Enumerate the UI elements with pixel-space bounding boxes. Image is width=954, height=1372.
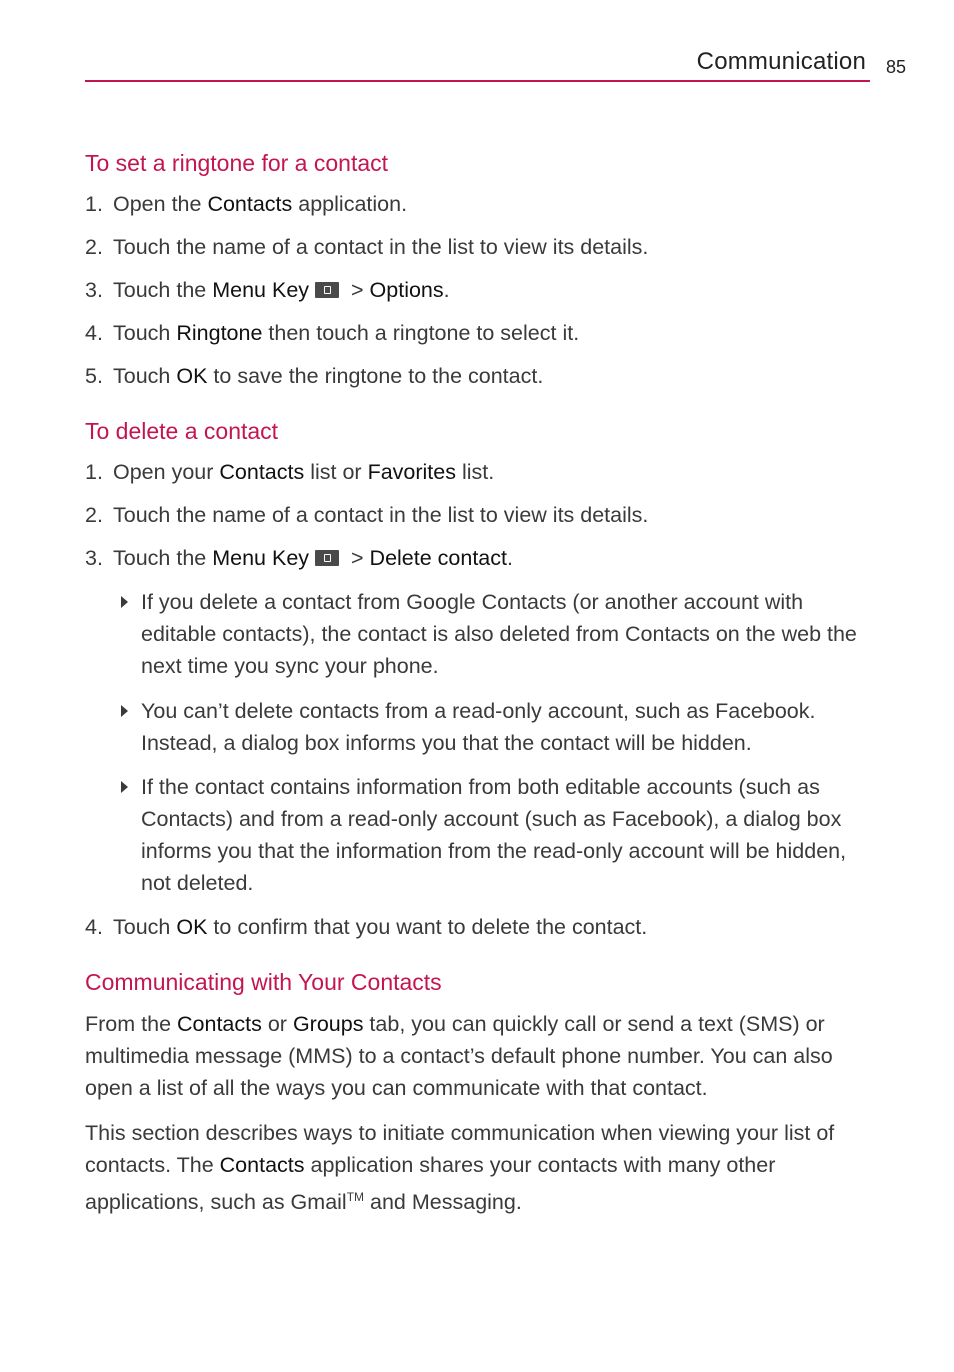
paragraph-communicating-intro: From the Contacts or Groups tab, you can quickly call or send a text (SMS) or multimedia message (MMS) to a contact’s default phone number. You can also open a list of all the ways you can communicate with that contact. <box>85 1012 833 1100</box>
ringtone-step-3: 3. Touch the Menu Key > Options. <box>85 278 450 302</box>
ringtone-step-4: 4. Touch Ringtone then touch a ringtone to select it. <box>85 321 580 345</box>
menu-key-icon <box>315 282 339 298</box>
header-divider <box>85 80 870 82</box>
triangle-bullet-icon <box>121 781 128 793</box>
triangle-bullet-icon <box>121 596 128 608</box>
heading-communicating: Communicating with Your Contacts <box>85 969 442 995</box>
delete-step-4: 4. Touch OK to confirm that you want to delete the contact. <box>85 915 648 939</box>
triangle-bullet-icon <box>121 705 128 717</box>
delete-step-1: 1. Open your Contacts list or Favorites list. <box>85 460 495 484</box>
delete-step-2: 2. Touch the name of a contact in the list to view its details. <box>85 503 649 527</box>
delete-step-3: 3. Touch the Menu Key > Delete contact. <box>85 546 513 570</box>
heading-set-ringtone: To set a ringtone for a contact <box>85 150 389 176</box>
delete-note-3: If the contact contains information from both editable accounts (such as Contacts) and from a read-only account (such as Facebook), a dialog box informs you that the information from the read-only account will be hidden, not deleted. <box>141 771 876 899</box>
delete-note-1: If you delete a contact from Google Contacts (or another account with editable contacts), the contact is also deleted from Contacts on the web the next time you sync your phone. <box>141 586 876 682</box>
delete-note-2: You can’t delete contacts from a read-only account, such as Facebook. Instead, a dialog box informs you that the contact will be hidden. <box>141 695 876 759</box>
header-title: Communication <box>696 48 866 75</box>
ringtone-step-2: 2. Touch the name of a contact in the list to view its details. <box>85 235 649 259</box>
ringtone-step-5: 5. Touch OK to save the ringtone to the contact. <box>85 364 544 388</box>
heading-delete-contact: To delete a contact <box>85 418 279 444</box>
menu-key-icon <box>315 550 339 566</box>
paragraph-communicating-details: This section describes ways to initiate communication when viewing your list of contacts. The Contacts application shares your contacts with many other applications, such as Gmail™ and Messaging. <box>85 1121 835 1215</box>
page-number: 85 <box>886 57 907 77</box>
ringtone-step-1: 1. Open the Contacts application. <box>85 192 408 216</box>
